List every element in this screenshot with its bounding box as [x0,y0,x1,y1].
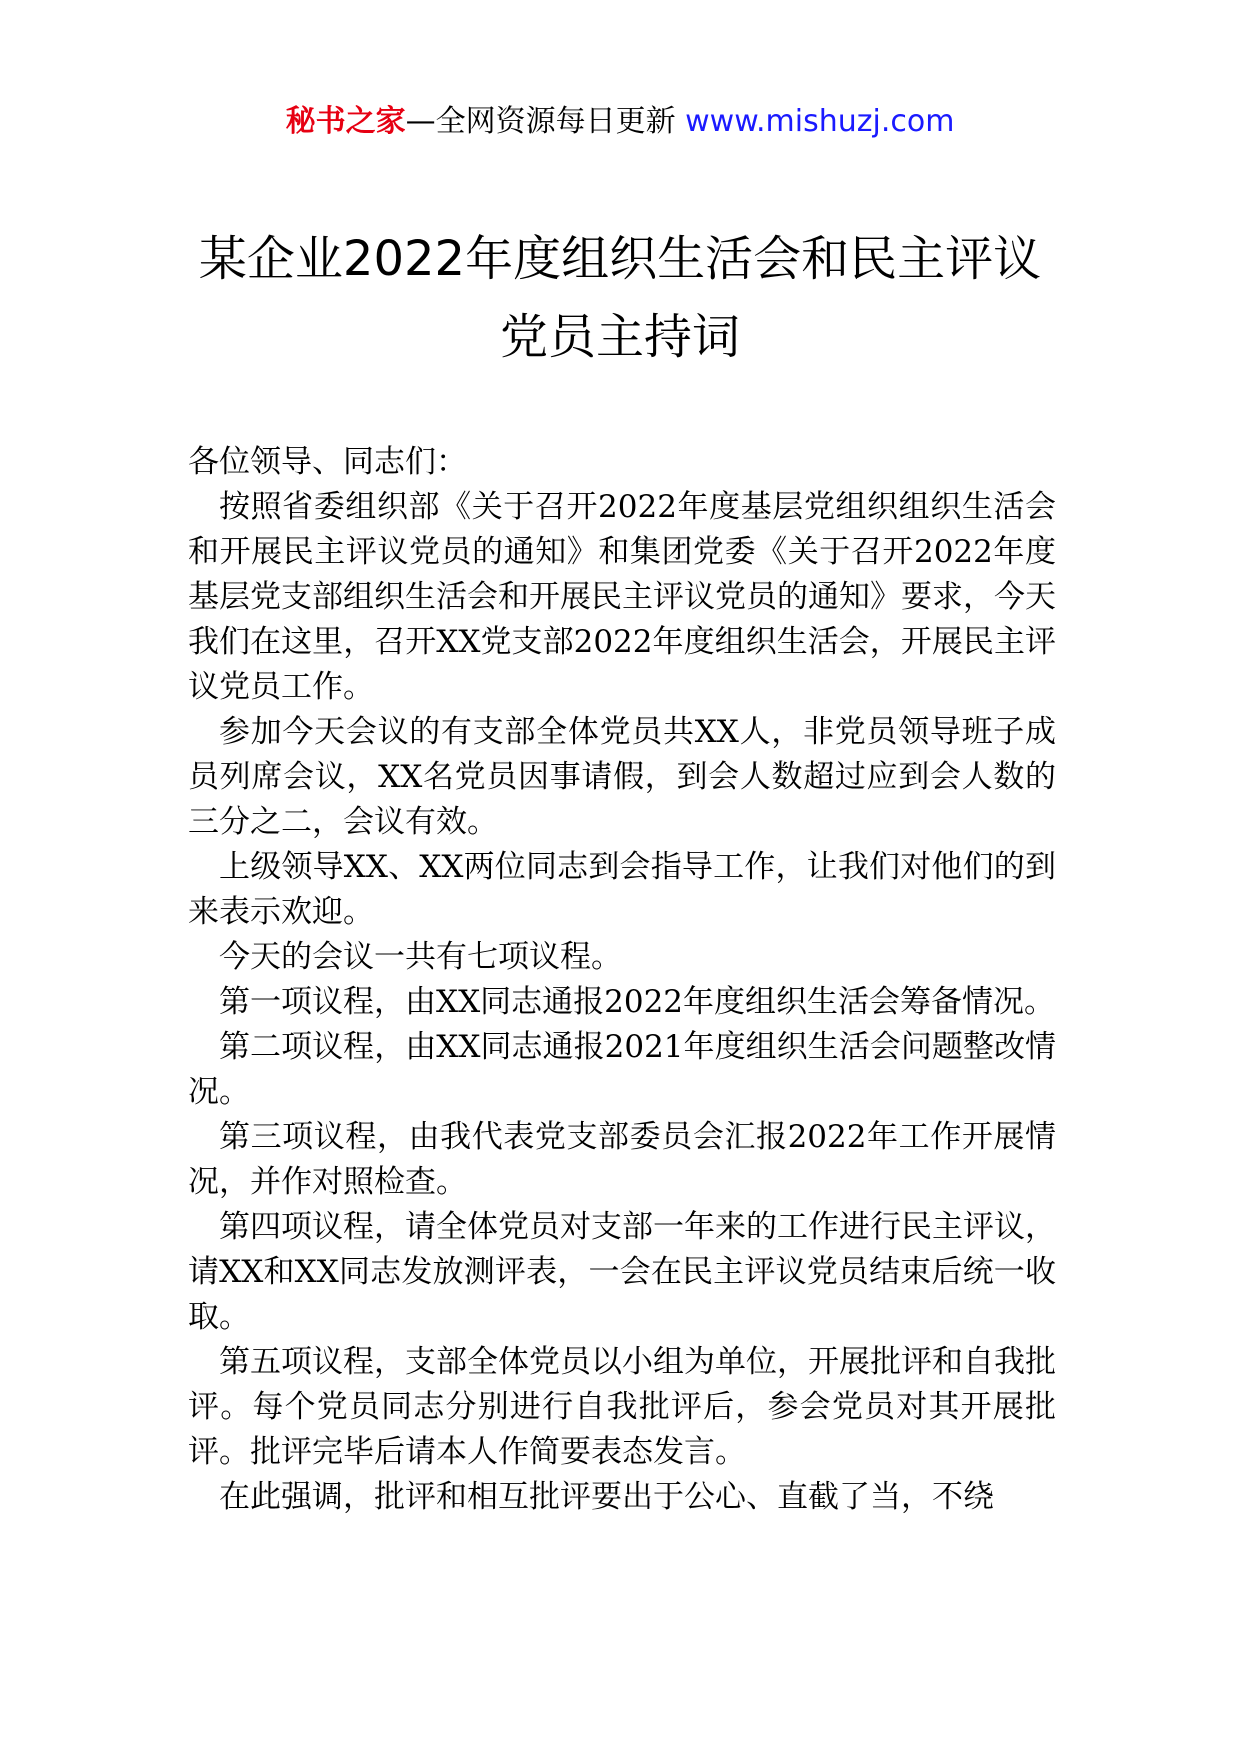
paragraph: 第四项议程，请全体党员对支部一年来的工作进行民主评议，请XX和XX同志发放测评表，一会在民主评议党员结束后统一收取。 [188,1209,1056,1335]
title-line-1: 某企业2022年度组织生活会和民主评议 [198,231,1042,287]
paragraph: 今天的会议一共有七项议程。 [219,939,622,975]
site-header [0,100,1240,144]
paragraph: 第三项议程，由我代表党支部委员会汇报2022年工作开展情况，并作对照检查。 [188,1119,1056,1200]
document-body [188,440,1056,1520]
paragraph: 参加今天会议的有支部全体党员共XX人，非党员领导班子成员列席会议，XX名党员因事请假，到会人数超过应到会人数的三分之二，会议有效。 [188,714,1056,840]
paragraph: 上级领导XX、XX两位同志到会指导工作，让我们对他们的到来表示欢迎。 [188,849,1056,930]
paragraph: 第五项议程，支部全体党员以小组为单位，开展批评和自我批评。每个党员同志分别进行自我批评后，参会党员对其开展批评。批评完毕后请本人作简要表态发言。 [188,1344,1056,1470]
salutation: 各位领导、同志们： [188,444,467,480]
paragraph: 按照省委组织部《关于召开2022年度基层党组织组织生活会和开展民主评议党员的通知》和集团党委《关于召开2022年度基层党支部组织生活会和开展民主评议党员的通知》要求，今天我们在这里，召开XX党支部2022年度组织生活会，开展民主评议党员工作。 [188,489,1056,705]
paragraph: 在此强调，批评和相互批评要出于公心、直截了当，不绕 [219,1479,994,1515]
site-brand: 秘书之家 [285,104,406,139]
title-line-2: 党员主持词 [499,309,740,365]
paragraph: 第一项议程，由XX同志通报2022年度组织生活会筹备情况。 [219,984,1056,1020]
site-slogan: —全网资源每日更新 [405,104,686,139]
paragraph: 第二项议程，由XX同志通报2021年度组织生活会问题整改情况。 [188,1029,1056,1110]
document-title [0,220,1240,376]
site-url-link[interactable]: www.mishuzj.com [685,104,955,139]
